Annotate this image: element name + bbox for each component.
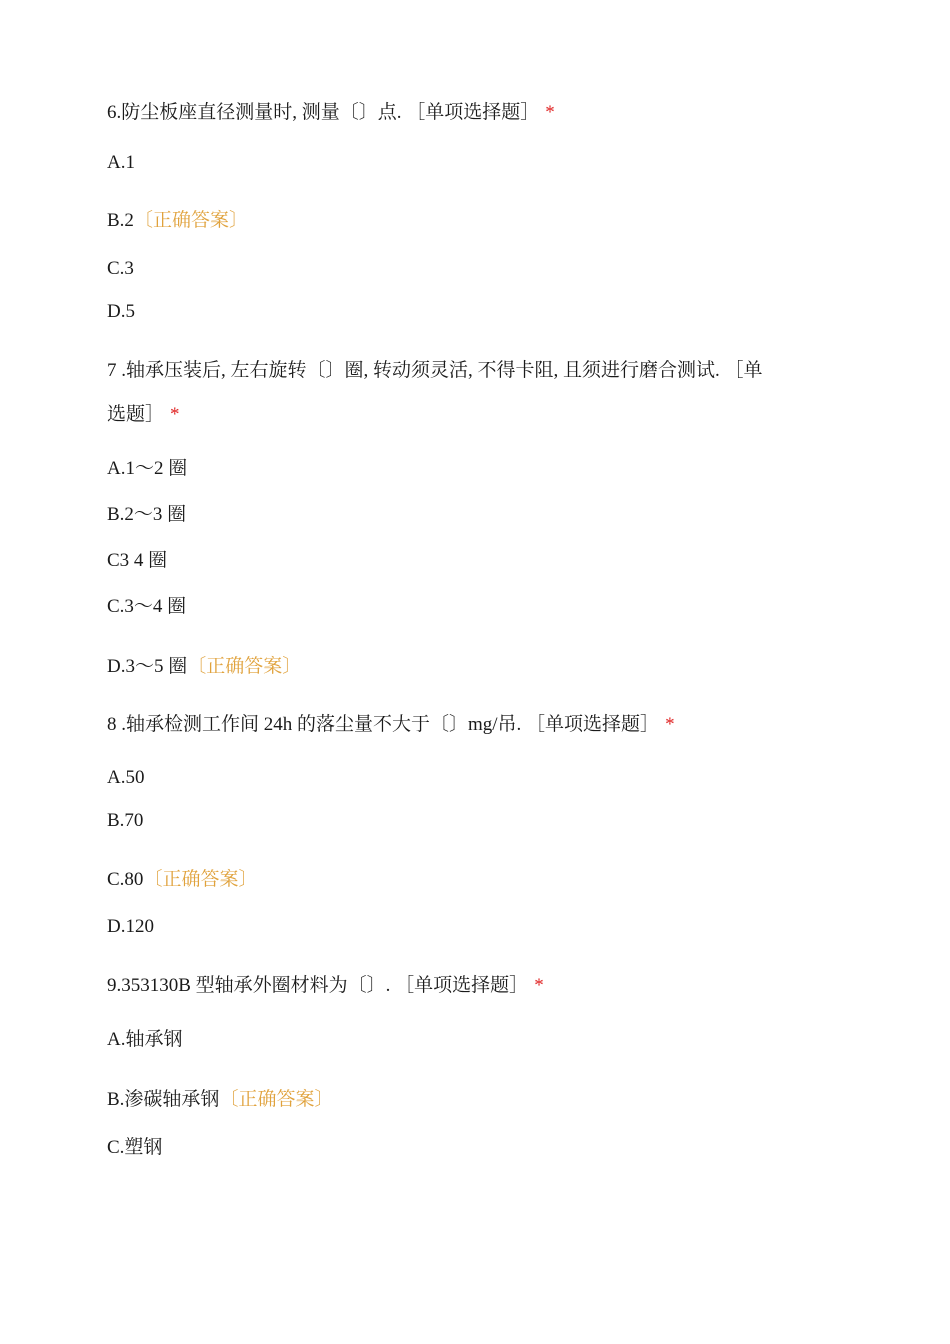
correct-answer-tag: 〔正确答案〕	[143, 869, 258, 890]
required-asterisk: *	[665, 714, 675, 735]
question-stem-text: 选题］	[107, 404, 165, 425]
option-text: A.1〜2 圈	[107, 458, 188, 479]
option-text: B.70	[107, 810, 144, 831]
option-text: C3 4 圈	[107, 550, 168, 571]
option-text: C.3〜4 圈	[107, 596, 187, 617]
correct-answer-tag: 〔正确答案〕	[187, 656, 302, 677]
option-text: B.2	[107, 210, 134, 231]
option-9a[interactable]	[107, 1027, 182, 1053]
required-asterisk: *	[534, 975, 544, 996]
option-text: B.渗碳轴承钢	[107, 1089, 220, 1110]
option-text: C.3	[107, 258, 134, 279]
option-text: B.2〜3 圈	[107, 504, 187, 525]
question-9-stem	[107, 973, 544, 999]
correct-answer-tag: 〔正确答案〕	[219, 1089, 334, 1110]
question-stem-text: 8 .轴承检测工作间 24h 的落尘量不大于〔〕mg/吊. ［单项选择题］	[107, 714, 660, 735]
question-stem-text: 9.353130B 型轴承外圈材料为〔〕. ［单项选择题］	[107, 975, 529, 996]
option-8a[interactable]	[107, 765, 144, 791]
option-text: C.塑钢	[107, 1137, 163, 1158]
option-6a[interactable]	[107, 150, 135, 176]
question-8-stem	[107, 712, 675, 738]
question-stem-text: 7 .轴承压装后, 左右旋转〔〕圈, 转动须灵活, 不得卡阻, 且须进行磨合测试. ［单	[107, 360, 763, 381]
required-asterisk: *	[170, 404, 180, 425]
option-9c[interactable]	[107, 1135, 162, 1161]
option-8b[interactable]	[107, 808, 143, 834]
option-7d[interactable]	[107, 654, 301, 680]
option-7c[interactable]	[107, 594, 186, 620]
question-stem-text: 6.防尘板座直径测量时, 测量〔〕点. ［单项选择题］	[107, 102, 540, 123]
option-text: C.80	[107, 869, 144, 890]
option-6c[interactable]	[107, 256, 134, 282]
option-text: A.50	[107, 767, 145, 788]
option-7c-alt[interactable]	[107, 548, 167, 574]
option-text: D.5	[107, 301, 135, 322]
option-6d[interactable]	[107, 299, 135, 325]
option-8c[interactable]	[107, 867, 257, 893]
option-text: D.120	[107, 916, 154, 937]
option-7a[interactable]	[107, 456, 187, 482]
question-7-stem-line2	[107, 402, 180, 428]
option-text: A.1	[107, 152, 135, 173]
option-text: D.3〜5 圈	[107, 656, 188, 677]
option-6b[interactable]	[107, 208, 248, 234]
option-7b[interactable]	[107, 502, 186, 528]
option-text: A.轴承钢	[107, 1029, 183, 1050]
correct-answer-tag: 〔正确答案〕	[133, 210, 248, 231]
question-7-stem-line1	[107, 358, 763, 384]
option-9b[interactable]	[107, 1087, 333, 1113]
option-8d[interactable]	[107, 914, 154, 940]
required-asterisk: *	[545, 102, 555, 123]
question-6-stem	[107, 100, 555, 126]
